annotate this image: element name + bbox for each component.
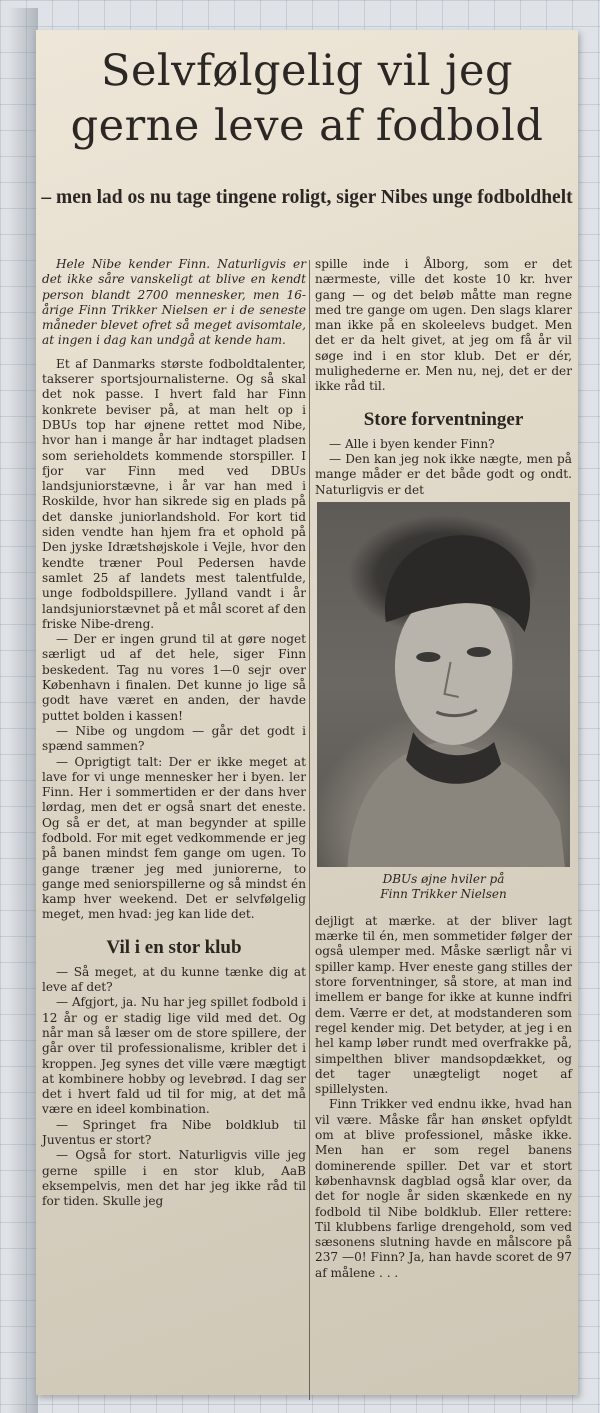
newspaper-clipping — [36, 30, 578, 1395]
body-paragraph: — Så meget, at du kunne tænke dig at leve af det? — [42, 964, 306, 995]
body-paragraph: spille inde i Ålborg, som er det nærmeste, ville det koste 10 kr. hver gang — og det beløb måtte man regne med tre gange om ugen. Den slags klarer man ikke på en skoleelevs budget. Men det er da helt givet, at jeg om få år vil søge ind i en stor klub. Det er dér, mulighederne er. Men nu, nej, det er der ikke råd til. — [315, 257, 572, 394]
caption-line-1: DBUs øjne hviler på — [382, 871, 505, 886]
headline — [36, 44, 578, 154]
portrait-photo — [317, 502, 570, 867]
left-column — [42, 257, 306, 1210]
body-paragraph: — Afgjort, ja. Nu har jeg spillet fodbold i 12 år og er stadig lige vild med det. Og når man så læser om de store spillere, der går over til professionalisme, kribler det i kroppen. Jeg synes det ville være mægtigt at kombinere hobby og levebrød. I dag ser det i hvert fald ud til for mig, at det må være en ideel kombination. — [42, 995, 306, 1117]
paper-shadow — [8, 8, 38, 1413]
portrait-illustration — [317, 502, 570, 867]
headline-line-2: gerne leve af fodbold — [70, 101, 544, 151]
section-heading: Vil i en stor klub — [106, 936, 242, 958]
column-rule — [309, 260, 310, 1400]
body-paragraph: Et af Danmarks største fodboldtalenter, takserer sportsjournalisterne. Og så skal det nok passe. I hvert fald har Finn konkrete beviser på, at man helt op i DBUs top har øjnene rettet mod Nibe, hvor han i mange år har indtaget pladsen som serieholdets kommende storspiller. I fjor var Finn med ved DBUs landsjuniorstævne, i år var han med i Roskilde, hvor han sikrede sig en plads på det danske juniorlandshold. For kort tid siden vendte han hjem fra et ophold på Den jyske Idrætshøjskole i Vejle, hvor den kendte træner Poul Pedersen havde samlet 25 af landets mest talentfulde, unge fodboldspillere. Jylland vandt i år landsjuniorstævnet på et mål scoret af den friske Nibe-dreng. — [42, 356, 306, 631]
photo-caption — [315, 872, 572, 902]
subheadline: – men lad os nu tage tingene roligt, siger Nibes unge fodboldhelt — [41, 187, 573, 208]
body-paragraph: — Nibe og ungdom — går det godt i spænd sammen? — [42, 723, 306, 754]
section-heading: Store forventninger — [363, 408, 524, 430]
body-paragraph: — Oprigtigt talt: Der er ikke meget at lave for vi unge mennesker her i byen. ler Finn. Her i sommertiden er der dans hver lørdag, men det er også snart det eneste. Og så er det, at man begynder at spille fodbold. For mit eget vedkommende er jeg på banen mindst fem gange om ugen. To gange træner jeg med juniorerne, to gange med seniorspillerne og så mindst én kamp hver weekend. Det er selvfølgelig meget, men hvad: jeg kan lide det. — [42, 754, 306, 922]
body-paragraph: — Der er ingen grund til at gøre noget særligt ud af det hele, siger Finn beskedent. Tag nu vores 1—0 sejr over København i finalen. Det kunne jo lige så godt have været en anden, der havde puttet bolden i kassen! — [42, 632, 306, 723]
headline-line-1: Selvfølgelig vil jeg — [101, 46, 513, 96]
body-paragraph: Finn Trikker ved endnu ikke, hvad han vil være. Måske får han ønsket opfyldt om at blive professionel, måske ikke. Men han er som regel banens dominerende spiller. Det var et stort københavnsk dagblad også klar over, da det for nogle år siden skænkede en ny fodbold til Nibe boldklub. Eller rettere: Til klubbens farlige drengehold, som ved sæsonens slutning havde en målscore på 237 —0! Finn? Ja, han havde scoret de 97 af målene . . . — [315, 1097, 572, 1280]
body-paragraph: — Alle i byen kender Finn? — [329, 436, 495, 451]
right-column — [315, 257, 572, 1281]
right-eye — [467, 647, 491, 657]
intro-paragraph: Hele Nibe kender Finn. Naturligvis er det ikke såre vanskeligt at blive en kendt person blandt 2700 mennesker, men 16-årige Finn Trikker Nielsen er i de seneste måneder blevet ofret så meget avisomtale, at ingen i dag kan undgå at kende ham. — [42, 257, 306, 348]
body-paragraph: — Springet fra Nibe boldklub til Juventus er stort? — [42, 1117, 306, 1148]
body-paragraph: dejligt at mærke. at der bliver lagt mærke til én, men sommetider følger der også ulemper med. Måske særligt når vi spiller kamp. Hver eneste gang stilles der store forventninger, så store, at man ind imellem er bange for ikke at kunne indfri dem. Værre er det, at modstanderen som regel kender mig. Det betyder, at jeg i en hel kamp løber rundt med overfrakke på, simpelthen bliver mandsopdækket, og det tager unægteligt noget af spillelysten. — [315, 913, 572, 1097]
caption-line-2: Finn Trikker Nielsen — [380, 886, 507, 901]
left-eye — [416, 652, 440, 662]
body-paragraph: — Også for stort. Naturligvis ville jeg gerne spille i en stor klub, AaB eksempelvis, men det har jeg ikke råd til for tiden. Skulle jeg — [42, 1148, 306, 1209]
body-paragraph: — Den kan jeg nok ikke nægte, men på mange måder er det både godt og ondt. Naturligvis er det — [315, 451, 572, 497]
